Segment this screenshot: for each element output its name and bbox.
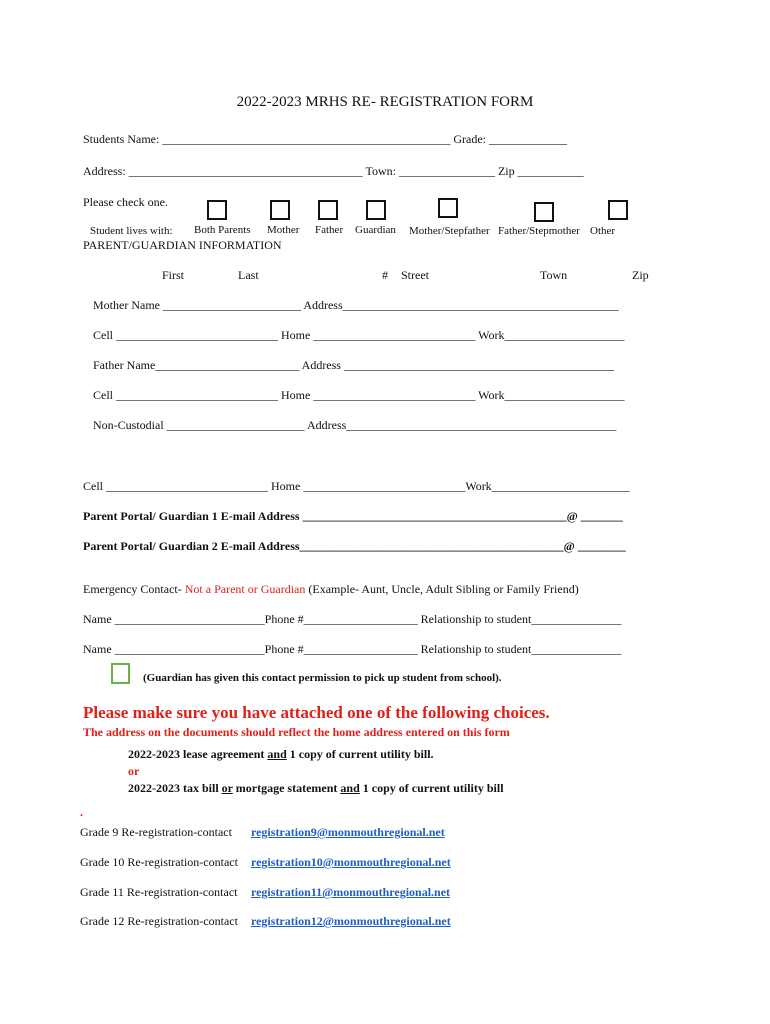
attach-subheading: The address on the documents should reflect the home address entered on this form bbox=[83, 725, 510, 739]
grade11-contact-label: Grade 11 Re-registration-contact bbox=[80, 885, 238, 899]
option-mother: Mother bbox=[267, 224, 300, 236]
option-other: Other bbox=[590, 225, 616, 237]
noncustodial-line[interactable]: Non-Custodial _______________________ Address_____________________________________________ bbox=[93, 418, 617, 432]
checkbox-father-stepmother[interactable] bbox=[534, 202, 554, 222]
choice-tax-or: or bbox=[221, 781, 233, 795]
emergency-name-line-2[interactable]: Name _________________________Phone #___________________ Relationship to student_______________ bbox=[83, 642, 622, 656]
please-check-label: Please check one. bbox=[83, 195, 168, 209]
checkbox-both-parents[interactable] bbox=[207, 200, 227, 220]
mother-contact-line[interactable]: Cell ___________________________ Home ___________________________ Work____________________ bbox=[93, 328, 625, 342]
grade10-email-link[interactable]: registration10@monmouthregional.net bbox=[251, 855, 451, 869]
column-zip: Zip bbox=[632, 268, 649, 282]
red-dot: . bbox=[80, 805, 83, 819]
choice-tax bbox=[128, 781, 504, 796]
checkbox-mother[interactable] bbox=[270, 200, 290, 220]
grade10-contact-label: Grade 10 Re-registration-contact bbox=[80, 855, 238, 869]
portal-email-1[interactable]: Parent Portal/ Guardian 1 E-mail Address ____________________________________________@ _______ bbox=[83, 509, 623, 523]
checkbox-guardian[interactable] bbox=[366, 200, 386, 220]
choice-lease-utility: 1 copy of current utility bill. bbox=[286, 747, 434, 761]
father-contact-line[interactable]: Cell ___________________________ Home ___________________________ Work____________________ bbox=[93, 388, 625, 402]
guardian-permission-checkbox[interactable] bbox=[111, 663, 130, 684]
lives-with-label: Student lives with: bbox=[90, 225, 173, 237]
guardian-permission-text: (Guardian has given this contact permission to pick up student from school). bbox=[143, 672, 502, 684]
choice-tax-mortgage: mortgage statement bbox=[232, 781, 341, 795]
or-separator: or bbox=[128, 764, 140, 778]
grade9-contact-label: Grade 9 Re-registration-contact bbox=[80, 825, 232, 839]
option-father-stepmother: Father/Stepmother bbox=[498, 225, 580, 237]
father-name-line[interactable]: Father Name________________________ Address _____________________________________________ bbox=[93, 358, 614, 372]
choice-tax-text: 2022-2023 tax bill bbox=[128, 781, 222, 795]
grade12-email-link[interactable]: registration12@monmouthregional.net bbox=[251, 914, 451, 928]
attach-heading: Please make sure you have attached one of the following choices. bbox=[83, 703, 550, 722]
choice-lease-and: and bbox=[267, 747, 287, 761]
choice-lease-text: 2022-2023 lease agreement bbox=[128, 747, 268, 761]
emergency-contact-heading bbox=[83, 582, 579, 597]
mother-name-line[interactable]: Mother Name _______________________ Address______________________________________________ bbox=[93, 298, 619, 312]
emergency-prefix: Emergency Contact- bbox=[83, 582, 185, 596]
student-name-line[interactable]: Students Name: ________________________________________________ Grade: _____________ bbox=[83, 132, 567, 146]
grade11-email-link[interactable]: registration11@monmouthregional.net bbox=[251, 885, 451, 899]
column-first: First bbox=[162, 268, 185, 282]
option-father: Father bbox=[315, 224, 344, 236]
choice-lease bbox=[128, 747, 434, 762]
column-street: Street bbox=[401, 268, 429, 282]
checkbox-other[interactable] bbox=[608, 200, 628, 220]
option-guardian: Guardian bbox=[355, 224, 396, 236]
portal-email-2[interactable]: Parent Portal/ Guardian 2 E-mail Address____________________________________________@ ________ bbox=[83, 539, 626, 553]
emergency-name-line-1[interactable]: Name _________________________Phone #___________________ Relationship to student_______________ bbox=[83, 612, 622, 626]
section-parent-guardian: PARENT/GUARDIAN INFORMATION bbox=[83, 238, 282, 252]
choice-tax-utility: 1 copy of current utility bill bbox=[359, 781, 504, 795]
column-number: # bbox=[382, 268, 388, 282]
option-mother-stepfather: Mother/Stepfather bbox=[409, 225, 490, 237]
checkbox-father[interactable] bbox=[318, 200, 338, 220]
column-last: Last bbox=[238, 268, 259, 282]
checkbox-mother-stepfather[interactable] bbox=[438, 198, 458, 218]
emergency-example: (Example- Aunt, Uncle, Adult Sibling or Family Friend) bbox=[305, 582, 579, 596]
noncustodial-contact-line[interactable]: Cell ___________________________ Home ___________________________Work_______________________ bbox=[83, 479, 630, 493]
column-town: Town bbox=[540, 268, 568, 282]
address-line[interactable]: Address: _______________________________________ Town: ________________ Zip ___________ bbox=[83, 164, 584, 178]
choice-tax-and: and bbox=[340, 781, 360, 795]
emergency-not-parent: Not a Parent or Guardian bbox=[184, 582, 306, 596]
grade12-contact-label: Grade 12 Re-registration-contact bbox=[80, 914, 238, 928]
option-both-parents: Both Parents bbox=[194, 224, 251, 236]
grade9-email-link[interactable]: registration9@monmouthregional.net bbox=[251, 825, 445, 839]
form-title: 2022-2023 MRHS RE- REGISTRATION FORM bbox=[236, 94, 534, 110]
